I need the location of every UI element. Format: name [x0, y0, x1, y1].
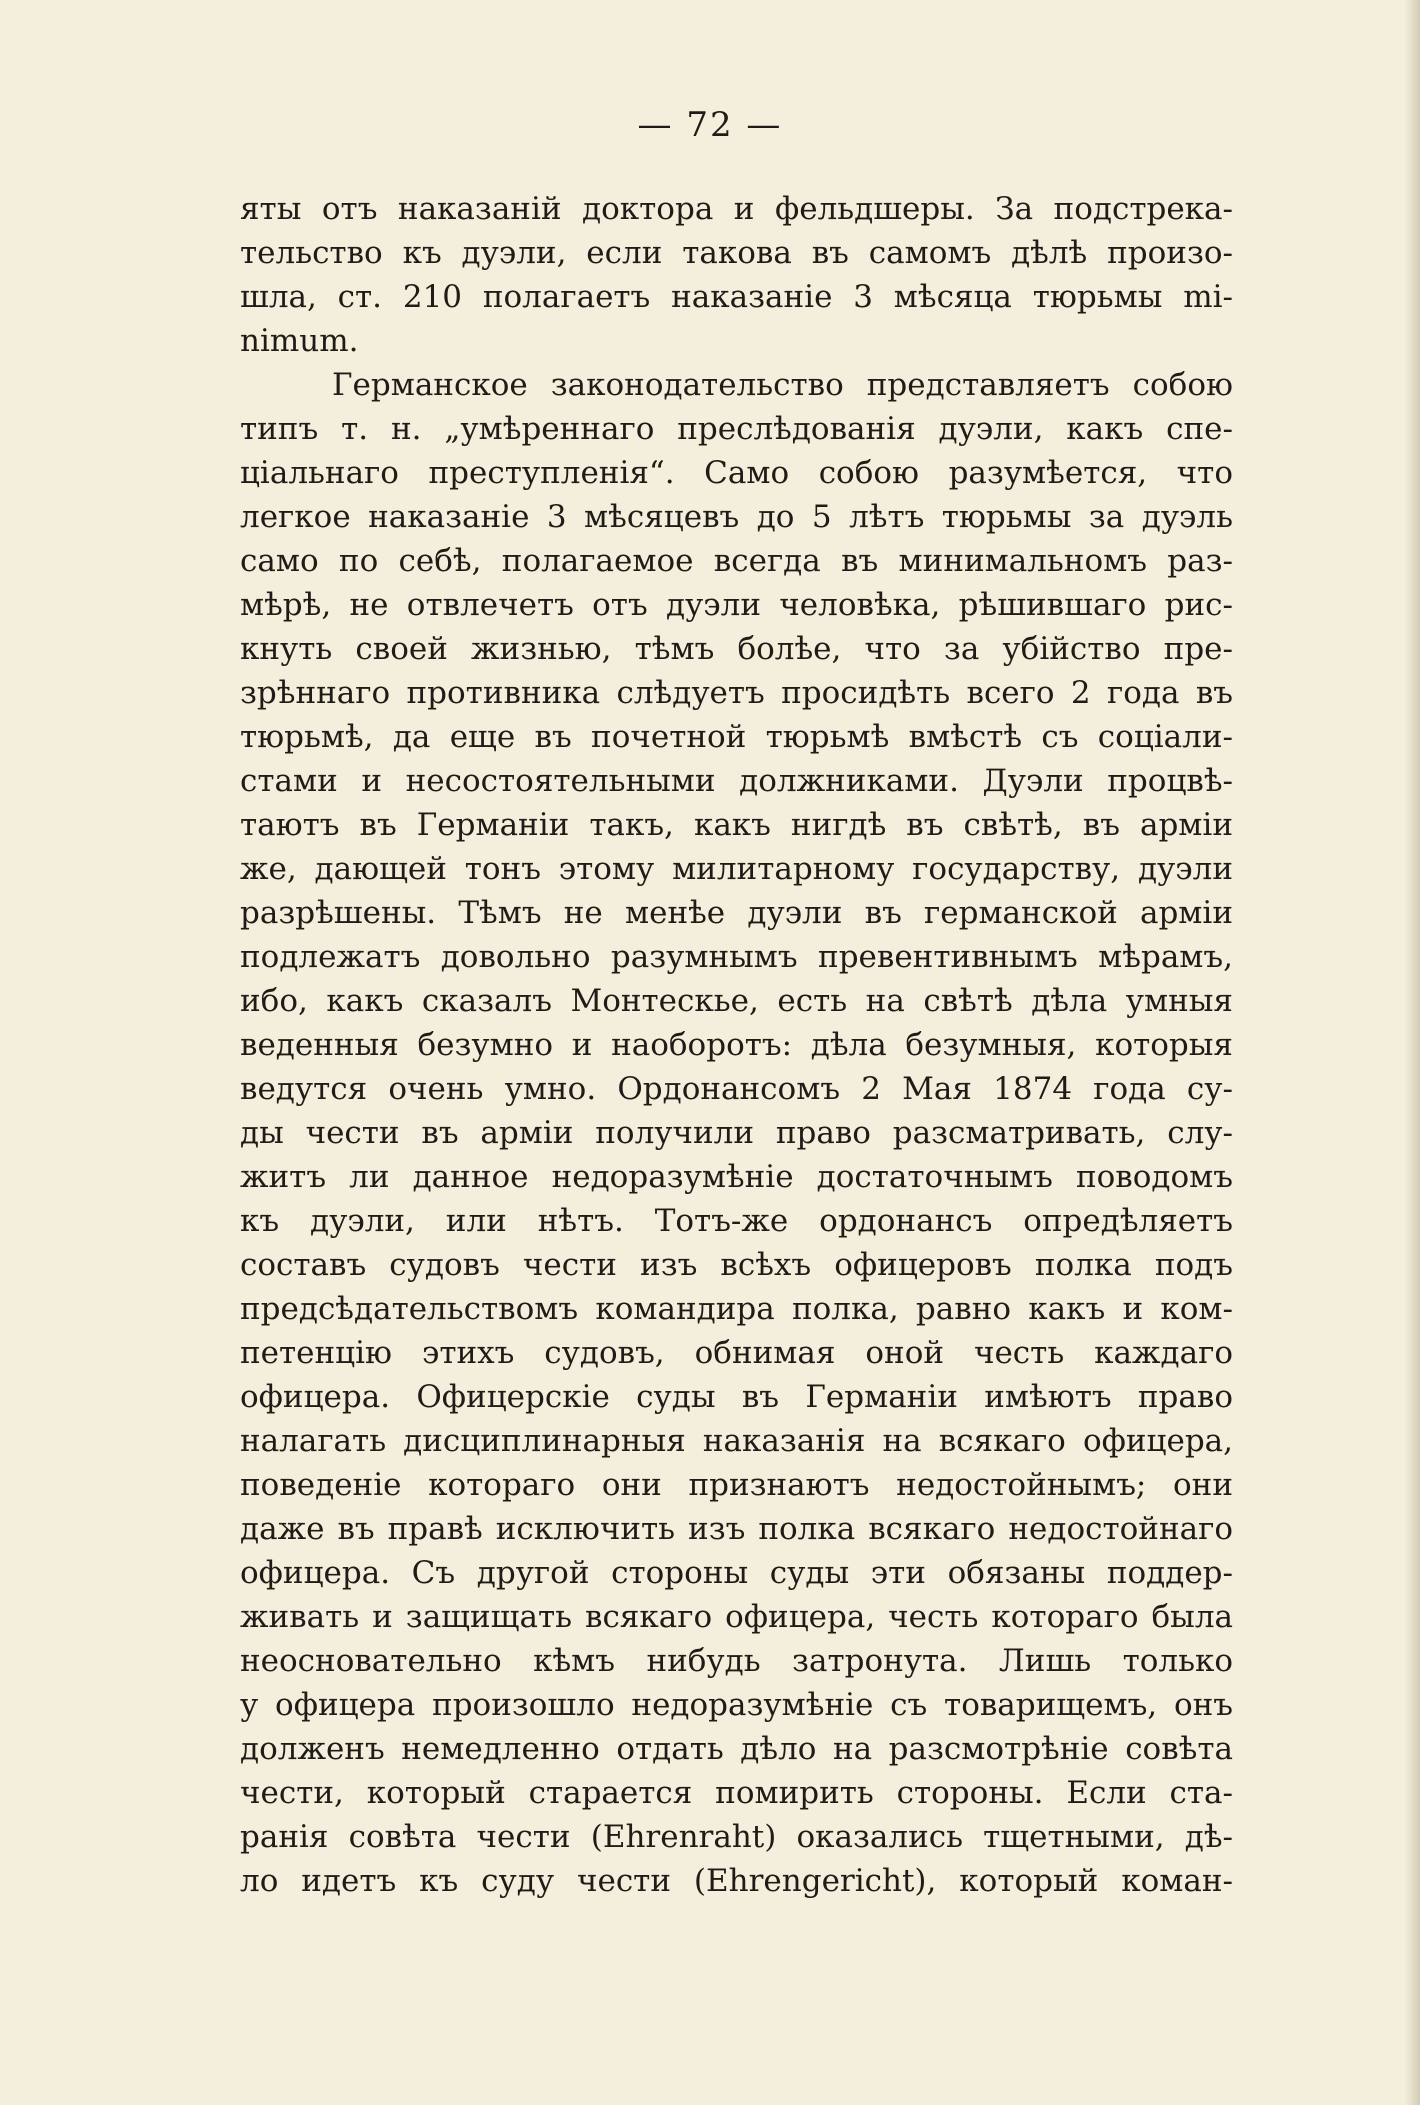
text-line: поведеніе котораго они признаютъ недостойнымъ; они: [240, 1467, 1233, 1503]
text-line: чести, который старается помирить стороны. Если ста-: [240, 1775, 1233, 1811]
text-line: подлежатъ довольно разумнымъ превентивнымъ мѣрамъ,: [240, 939, 1233, 975]
text-line: кнуть своей жизнью, тѣмъ болѣе, что за убійство пре-: [240, 631, 1233, 667]
text-line: живать и защищать всякаго офицера, честь котораго была: [240, 1599, 1233, 1635]
text-line: предсѣдательствомъ командира полка, равно какъ и ком-: [240, 1291, 1233, 1327]
page-number: — 72 —: [637, 105, 783, 145]
text-line: къ дуэли, или нѣтъ. Тотъ-же ордонансъ опредѣляетъ: [240, 1203, 1233, 1239]
text-line: долженъ немедленно отдать дѣло на разсмотрѣніе совѣта: [240, 1731, 1233, 1767]
text-line: таютъ въ Германіи такъ, какъ нигдѣ въ свѣтѣ, въ арміи: [240, 807, 1233, 843]
text-line: шла, ст. 210 полагаетъ наказаніе 3 мѣсяца тюрьмы mi-: [240, 279, 1233, 315]
text-line: ды чести въ арміи получили право разсматривать, слу-: [240, 1115, 1233, 1151]
text-line: веденныя безумно и наоборотъ: дѣла безумныя, которыя: [240, 1027, 1233, 1063]
text-line: налагать дисциплинарныя наказанія на всякаго офицера,: [240, 1423, 1233, 1459]
text-line: даже въ правѣ исключить изъ полка всякаго недостойнаго: [240, 1511, 1233, 1547]
text-line: ибо, какъ сказалъ Монтескье, есть на свѣтѣ дѣла умныя: [240, 983, 1233, 1019]
page-edge-shadow: [1404, 0, 1420, 2105]
text-line: ціальнаго преступленія“. Само собою разумѣется, что: [240, 455, 1233, 491]
text-line: составъ судовъ чести изъ всѣхъ офицеровъ полка подъ: [240, 1247, 1233, 1283]
text-line: тельство къ дуэли, если такова въ самомъ дѣлѣ произо-: [240, 235, 1233, 271]
text-line: же, дающей тонъ этому милитарному государству, дуэли: [240, 851, 1233, 887]
text-line: тюрьмѣ, да еще въ почетной тюрьмѣ вмѣстѣ съ соціали-: [240, 719, 1233, 755]
text-line: ранія совѣта чести (Ehrenraht) оказались тщетными, дѣ-: [240, 1819, 1233, 1855]
text-line: у офицера произошло недоразумѣніе съ товарищемъ, онъ: [240, 1687, 1233, 1723]
text-line: мѣрѣ, не отвлечетъ отъ дуэли человѣка, рѣшившаго рис-: [240, 587, 1233, 623]
text-line: Германское законодательство представляетъ собою: [332, 367, 1233, 403]
text-line: само по себѣ, полагаемое всегда въ минимальномъ раз-: [240, 543, 1233, 579]
text-line: разрѣшены. Тѣмъ не менѣе дуэли въ германской арміи: [240, 895, 1233, 931]
text-line: яты отъ наказаній доктора и фельдшеры. За подстрека-: [240, 191, 1233, 227]
text-line: петенцію этихъ судовъ, обнимая оной честь каждаго: [240, 1335, 1233, 1371]
text-line: ло идетъ къ суду чести (Ehrengericht), который коман-: [240, 1863, 1233, 1899]
text-line: офицера. Съ другой стороны суды эти обязаны поддер-: [240, 1555, 1233, 1591]
text-line: неосновательно кѣмъ нибудь затронута. Лишь только: [240, 1643, 1233, 1679]
text-line: типъ т. н. „умѣреннаго преслѣдованія дуэли, какъ спе-: [240, 411, 1233, 447]
text-line: nimum.: [240, 323, 359, 359]
text-line: легкое наказаніе 3 мѣсяцевъ до 5 лѣтъ тюрьмы за дуэль: [240, 499, 1233, 535]
text-line: стами и несостоятельными должниками. Дуэли процвѣ-: [240, 763, 1233, 799]
text-line: офицера. Офицерскіе суды въ Германіи имѣютъ право: [240, 1379, 1233, 1415]
text-line: зрѣннаго противника слѣдуетъ просидѣть всего 2 года въ: [240, 675, 1233, 711]
text-line: ведутся очень умно. Ордонансомъ 2 Мая 1874 года су-: [240, 1071, 1233, 1107]
body-text: [240, 187, 1233, 1903]
text-line: житъ ли данное недоразумѣніе достаточнымъ поводомъ: [240, 1159, 1233, 1195]
